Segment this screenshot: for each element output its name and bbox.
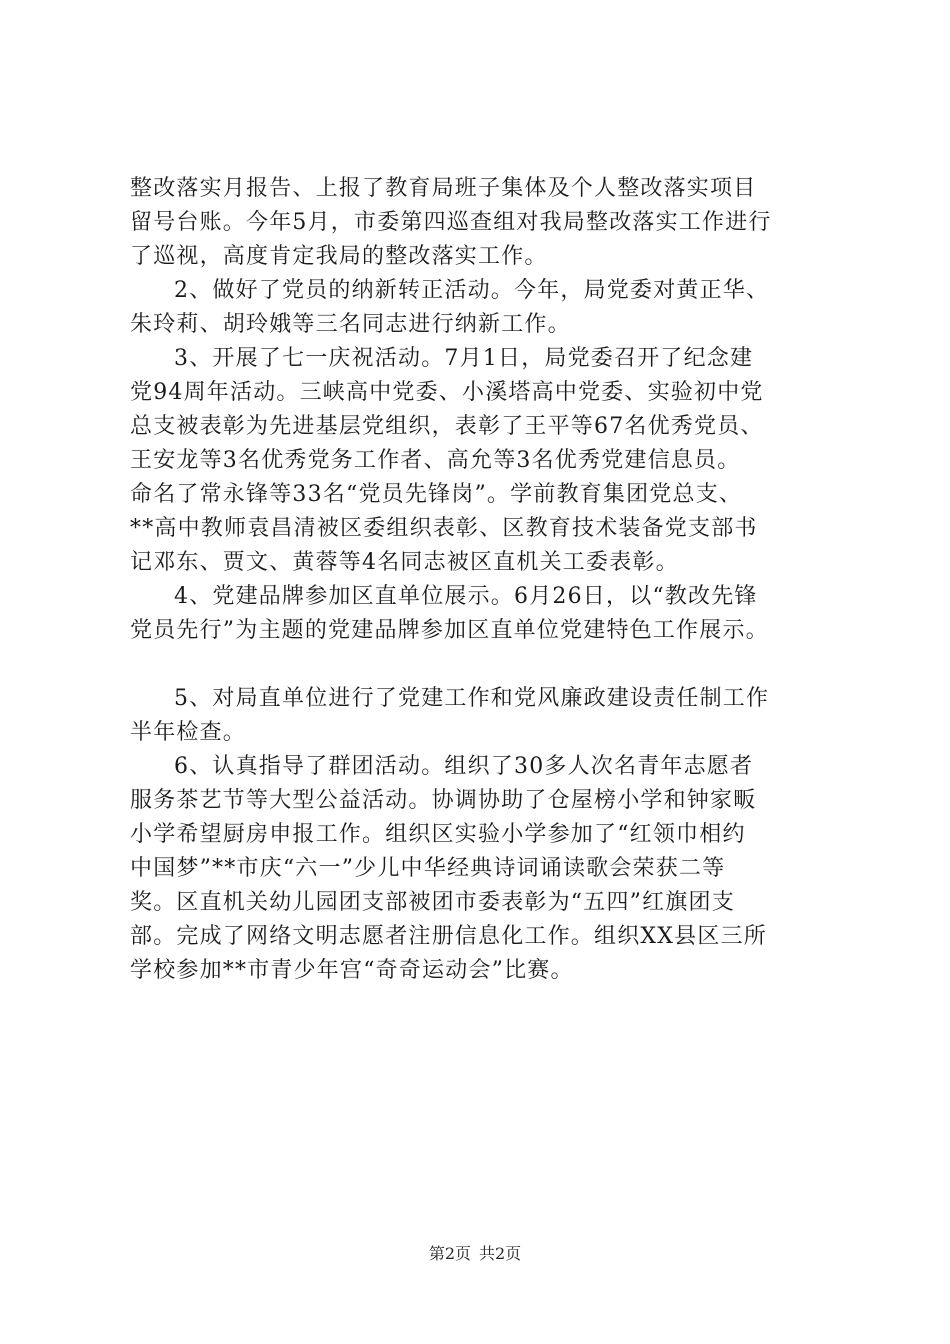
text-line: 3、开展了七一庆祝活动。7月1日，局党委召开了纪念建 [174, 346, 754, 371]
text-line: 6、认真指导了群团活动。组织了30多人次名青年志愿者 [174, 754, 754, 779]
text-line: 党员先行”为主题的党建品牌参加区直单位党建特色工作展示。 [130, 618, 769, 643]
blank-line [130, 648, 845, 682]
text-line: 整改落实月报告、上报了教育局班子集体及个人整改落实项目 [130, 176, 757, 201]
text-line: 部。完成了网络文明志愿者注册信息化工作。组织XX县区三所 [130, 924, 767, 949]
text-line: 奖。区直机关幼儿园团支部被团市委表彰为“五四”红旗团支 [130, 890, 735, 915]
text-line: 了巡视，高度肯定我局的整改落实工作。 [130, 244, 548, 269]
text-line: 王安龙等3名优秀党务工作者、高允等3名优秀党建信息员。 [130, 448, 741, 473]
text-line: 留号台账。今年5月，市委第四巡查组对我局整改落实工作进行 [130, 210, 772, 235]
text-line: 学校参加**市青少年宫“奇奇运动会”比赛。 [130, 958, 574, 983]
text-line: 2、做好了党员的纳新转正活动。今年，局党委对黄正华、 [174, 278, 770, 303]
text-line: 小学希望厨房申报工作。组织区实验小学参加了“红领巾相约 [130, 822, 746, 847]
text-line: 记邓东、贾文、黄蓉等4名同志被区直机关工委表彰。 [130, 550, 679, 575]
document-body [130, 172, 845, 988]
page-total: 共2页 [479, 1244, 522, 1263]
page-footer [0, 1244, 950, 1264]
text-line: 总支被表彰为先进基层党组织，表彰了王平等67名优秀党员、 [130, 414, 764, 439]
text-line: 中国梦”**市庆“六一”少儿中华经典诗词诵读歌会荣获二等 [130, 856, 726, 881]
text-line: 4、党建品牌参加区直单位展示。6月26日，以“教改先锋 [174, 584, 758, 609]
text-line: 半年检查。 [130, 720, 247, 745]
text-line: 服务茶艺节等大型公益活动。协调协助了仓屋榜小学和钟家畈 [130, 788, 757, 813]
page-number: 第2页 [428, 1244, 471, 1263]
text-line: 命名了常永锋等33名“党员先锋岗”。学前教育集团党总支、 [130, 482, 743, 507]
text-line: 党94周年活动。三峡高中党委、小溪塔高中党委、实验初中党 [130, 380, 764, 405]
text-line: 朱玲莉、胡玲娥等三名同志进行纳新工作。 [130, 312, 571, 337]
text-line: **高中教师袁昌清被区委组织表彰、区教育技术装备党支部书 [130, 516, 758, 541]
text-line: 5、对局直单位进行了党建工作和党风廉政建设责任制工作 [174, 686, 770, 711]
